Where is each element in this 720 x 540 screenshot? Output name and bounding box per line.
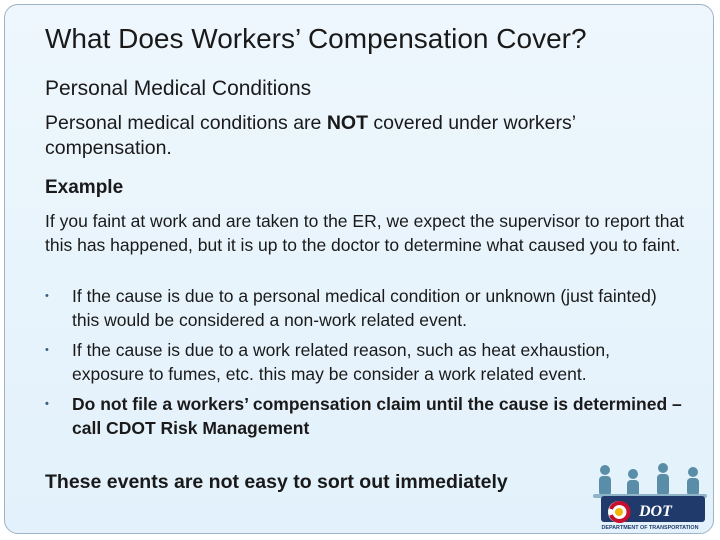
people-silhouettes-icon	[593, 463, 707, 498]
bullet-item	[45, 339, 685, 386]
bullet-icon: •	[45, 344, 49, 356]
example-paragraph: If you faint at work and are taken to the ER, we expect the supervisor to report that this has happened, but it is up to the doctor to determine what caused you to faint.	[45, 211, 685, 255]
dot-badge-icon	[601, 496, 705, 523]
lead-emphasis: NOT	[326, 112, 368, 134]
closing-statement: These events are not easy to sort out immediately	[45, 471, 508, 493]
logo-wordmark: DOT	[639, 503, 672, 520]
bullet-icon: •	[45, 398, 49, 410]
bullet-list	[45, 285, 685, 447]
lead-text-before: Personal medical conditions are	[45, 112, 327, 134]
bullet-text: If the cause is due to a personal medical condition or unknown (just fainted) this would be considered a non-work related event.	[72, 286, 657, 330]
slide-title: What Does Workers’ Compensation Cover?	[45, 23, 587, 54]
slide	[4, 4, 714, 534]
bullet-text: Do not file a workers’ compensation claim until the cause is determined – call CDOT Risk Management	[72, 394, 682, 438]
slide-subtitle: Personal Medical Conditions	[45, 77, 312, 100]
lead-text-after: covered under workers’ compensation.	[45, 112, 576, 159]
cdot-logo	[589, 460, 711, 532]
bullet-icon: •	[45, 290, 49, 302]
example-heading: Example	[45, 177, 124, 198]
bullet-item	[45, 393, 685, 440]
bullet-text: If the cause is due to a work related reason, such as heat exhaustion, exposure to fumes, etc. this may be consider a work related event.	[72, 340, 610, 384]
lead-paragraph	[45, 111, 665, 161]
logo-caption: DEPARTMENT OF TRANSPORTATION	[601, 525, 699, 531]
bullet-item	[45, 285, 685, 332]
